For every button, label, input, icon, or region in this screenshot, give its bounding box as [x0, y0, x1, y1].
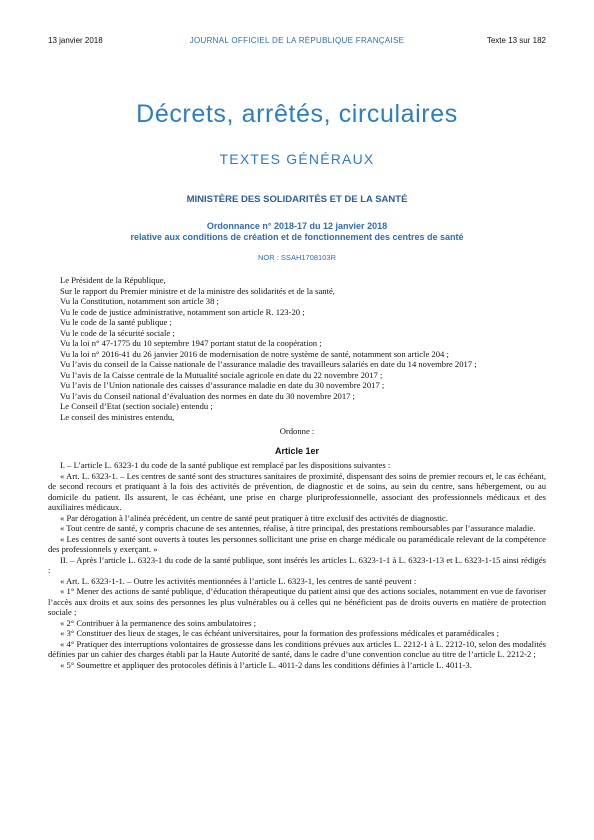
preamble-line: Vu la loi n° 47-1775 du 10 septembre 1947 portant statut de la coopération ; [60, 338, 322, 348]
preamble-line: Le conseil des ministres entendu, [60, 411, 175, 422]
article-paragraph: « Art. L. 6323-1-1. – Outre les activités mentionnées à l’article L. 6323-1, les centres de santé peuvent : [60, 575, 417, 586]
header-date: 13 janvier 2018 [48, 36, 103, 45]
article-paragraph: « Par dérogation à l’alinéa précédent, un centre de santé peut pratiquer à titre exclusif des activités de diagnostic. [60, 512, 448, 523]
article-paragraph: « Les centres de santé sont ouverts à toutes les personnes sollicitant une prise en charge médicale ou paramédicale relevant de la compétence des professionnels y exerçant. » [48, 533, 546, 554]
preamble-line: Le Président de la République, [60, 275, 166, 285]
preamble-line: Vu la loi n° 2016-41 du 26 janvier 2016 de modernisation de notre système de santé, notamment son article 204 ; [60, 348, 449, 359]
section-subtitle: TEXTES GÉNÉRAUX [219, 151, 375, 167]
preamble-line: Vu la Constitution, notamment son article 38 ; [60, 296, 219, 306]
preamble-line: Vu le code de la sécurité sociale ; [60, 327, 175, 338]
article-heading: Article 1er [274, 445, 320, 456]
ordonnance-heading [0, 221, 594, 243]
ordonnance-line-1: Ordonnance n° 2018-17 du 12 janvier 2018 [206, 221, 388, 231]
preamble-line: Vu l’avis de l’Union nationale des caisses d’assurance maladie en date du 30 novembre 2017 ; [60, 380, 385, 390]
article-paragraph: « 2° Contribuer à la permanence des soins ambulatoires ; [60, 617, 257, 628]
article-paragraph: I. – L’article L. 6323-1 du code de la santé publique est remplacé par les dispositions suivantes : [60, 460, 391, 470]
article-paragraph: « 4° Pratiquer des interruptions volontaires de grossesse dans les conditions prévues aux articles L. 2212-1 à L. 2212-10, selon des modalités définies par un cahier des charges établi par la Haute Autorité de santé, dans le cadre d’une convention conclue au titre de l’article L. 2212-2 ; [48, 638, 546, 659]
preamble-line: Vu le code de la santé publique ; [60, 317, 172, 327]
article-paragraph: « 1° Mener des actions de santé publique, d’éducation thérapeutique du patient ainsi que des actions sociales, notamment en vue de favoriser l’accès aux droits et aux soins des personnes les plus vulnérables ou à celles qui ne bénéficient pas de droits ouverts en matière de protection sociale ; [48, 586, 546, 617]
preamble-line: Sur le rapport du Premier ministre et de la ministre des solidarités et de la santé, [60, 285, 335, 296]
ministry-name: MINISTÈRE DES SOLIDARITÉS ET DE LA SANTÉ [186, 194, 408, 205]
article-paragraph: « Tout centre de santé, y compris chacune de ses antennes, réalise, à titre principal, des prestations remboursables par l’assurance maladie. [60, 523, 536, 533]
ordonnance-line-2: relative aux conditions de création et de fonctionnement des centres de santé [130, 232, 464, 242]
nor-reference: NOR : SSAH1708103R [258, 253, 336, 262]
preamble-line: Vu l’avis de la Caisse centrale de la Mutualité sociale agricole en date du 22 novembre 2017 ; [60, 369, 383, 380]
journal-title: JOURNAL OFFICIEL DE LA RÉPUBLIQUE FRANÇAISE [189, 36, 405, 45]
document-body [48, 275, 546, 670]
article-paragraph: « Art. L. 6323-1. – Les centres de santé sont des structures sanitaires de proximité, dispensant des soins de premier recours et, le cas échéant, de second recours et pratiquant à la fois des activités de prévention, de diagnostic et de soins, au sein du centre, sans hébergement, ou au domicile du patient. Ils assurent, le cas échéant, une prise en charge pluriprofessionnelle, associant des professionnels médicaux et des auxiliaires médicaux. [48, 470, 546, 512]
article-paragraph: « 5° Soumettre et appliquer des protocoles définis à l’article L. 4011-2 dans les conditions définies à l’article L. 4011-3. [60, 659, 472, 670]
preamble-line: Le Conseil d’Etat (section sociale) entendu ; [60, 401, 213, 411]
text-number: Texte 13 sur 182 [486, 36, 546, 45]
article-paragraph: II. – Après l’article L. 6323-1 du code de la santé publique, sont insérés les articles L. 6323-1-1 à L. 6323-1-13 et L. 6323-1-15 ainsi rédigés : [48, 554, 546, 575]
page-header [48, 36, 546, 48]
section-title: Décrets, arrêtés, circulaires [136, 100, 458, 128]
preamble-line: Vu le code de justice administrative, notamment son article R. 123-20 ; [60, 306, 305, 317]
preamble-line: Vu l’avis du conseil de la Caisse nationale de l’assurance maladie des travailleurs salariés en date du 14 novembre 2017 ; [60, 359, 477, 369]
ordonne-line: Ordonne : [279, 426, 315, 436]
article-paragraph: « 3° Constituer des lieux de stages, le cas échéant universitaires, pour la formation des professions médicales et paramédicales ; [60, 628, 499, 638]
preamble-line: Vu l’avis du Conseil national d’évaluation des normes en date du 30 novembre 2017 ; [60, 390, 355, 401]
